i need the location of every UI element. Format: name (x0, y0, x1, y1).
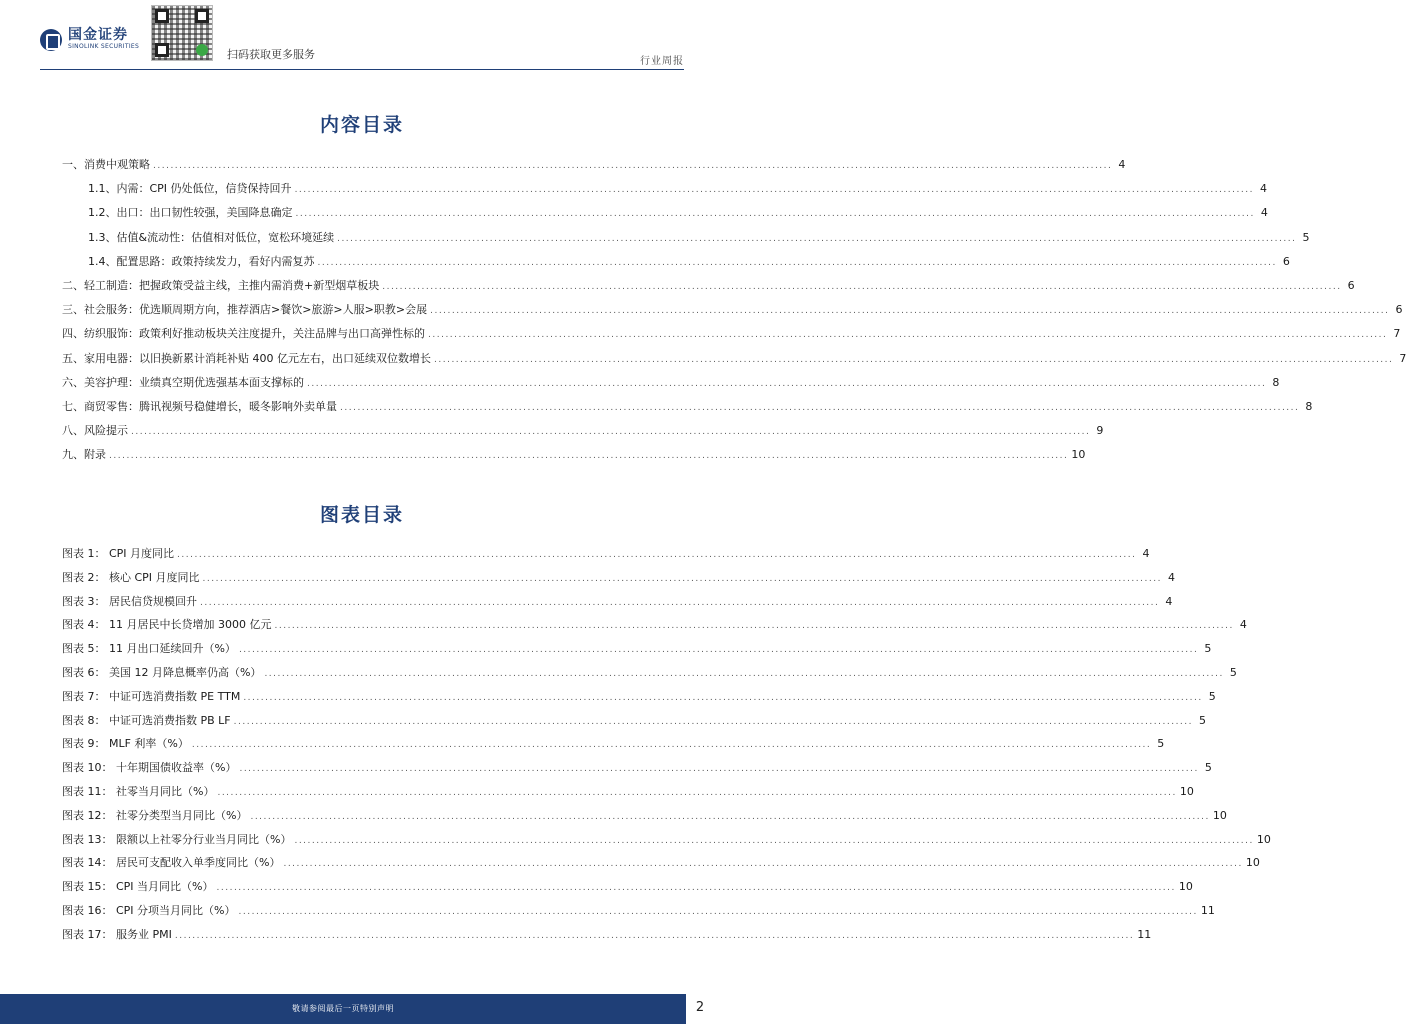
toc-entry-title: 图表 4： 11 月居民中长贷增加 3000 亿元 (62, 618, 272, 632)
toc-entry-page: 9 (1096, 424, 1104, 438)
contents-title: 内容目录 (319, 114, 404, 136)
toc-entry-title: 图表 16： CPI 分项当月同比（%） (62, 904, 236, 917)
toc-entry-page: 5 (1199, 713, 1207, 727)
toc-entry[interactable] (62, 664, 1237, 680)
toc-dot-leader: ............................................................................................................................................................................................................................ (238, 907, 1198, 917)
toc-dot-leader: ............................................................................................................................................................................................................................ (238, 645, 1199, 656)
toc-entry[interactable] (62, 831, 1271, 847)
toc-entry-page: 4 (1260, 206, 1268, 220)
toc-entry[interactable] (62, 616, 1247, 632)
toc-entry-title: 六、美容护理：业绩真空期优选强基本面支撑标的 (62, 375, 304, 389)
toc-entry[interactable] (62, 783, 1194, 799)
toc-entry[interactable] (62, 545, 1150, 561)
toc-entry-title: 图表 15： CPI 当月同比（%） (62, 880, 214, 894)
logo-mark-icon (40, 29, 62, 51)
toc-dot-leader: ............................................................................................................................................................................................................................ (191, 740, 1152, 751)
toc-entry-page: 4 (1167, 570, 1175, 584)
toc-entry[interactable] (62, 807, 1227, 823)
toc-entry-title: 图表 6： 美国 12 月降息概率仍高（%） (62, 666, 262, 679)
toc-entry-page: 11 (1200, 904, 1215, 917)
toc-entry-title: 图表 10： 十年期国债收益率（%） (62, 761, 237, 775)
toc-entry[interactable] (62, 593, 1173, 609)
toc-entry-title: 图表 14： 居民可支配收入单季度同比（%） (62, 856, 281, 870)
toc-dot-leader: ............................................................................................................................................................................................................................ (317, 257, 1277, 268)
toc-entry-title: 图表 7： 中证可选消费指数 PE TTM (62, 689, 241, 703)
toc-dot-leader: ............................................................................................................................................................................................................................ (200, 597, 1160, 608)
toc-dot-leader: ............................................................................................................................................................................................................................ (239, 764, 1199, 775)
toc-entry[interactable] (62, 325, 1401, 341)
toc-entry-page: 10 (1245, 856, 1260, 870)
page-number: 2 (695, 1000, 705, 1015)
toc-entry[interactable] (62, 398, 1313, 414)
toc-entry[interactable] (62, 759, 1212, 775)
toc-dot-leader: ............................................................................................................................................................................................................................ (177, 550, 1137, 560)
toc-entry-page: 8 (1305, 400, 1313, 413)
toc-entry-page: 4 (1142, 547, 1150, 560)
footer-disclaimer: 敬请参阅最后一页特别声明 (292, 1004, 394, 1013)
toc-entry-title: 图表 2： 核心 CPI 月度同比 (62, 570, 200, 584)
toc-entry-page: 5 (1229, 666, 1237, 679)
toc-dot-leader: ............................................................................................................................................................................................................................ (428, 330, 1388, 341)
toc-entry-page: 6 (1395, 303, 1403, 317)
toc-dot-leader: ............................................................................................................................................................................................................................ (382, 282, 1342, 292)
toc-dot-leader: ............................................................................................................................................................................................................................ (283, 859, 1243, 870)
header-divider (40, 69, 684, 70)
toc-dot-leader: ............................................................................................................................................................................................................................ (337, 233, 1297, 244)
toc-entry[interactable] (88, 229, 1310, 245)
toc-entry-title: 图表 11： 社零当月同比（%） (62, 785, 215, 798)
toc-entry[interactable] (88, 204, 1268, 220)
toc-entry-page: 4 (1165, 594, 1173, 608)
logo-chinese-name: 国金证券 (68, 27, 128, 43)
toc-entry-page: 6 (1282, 254, 1290, 268)
toc-dot-leader: ............................................................................................................................................................................................................................ (434, 354, 1394, 365)
toc-dot-leader: ............................................................................................................................................................................................................................ (340, 403, 1300, 413)
report-type-label: 行业周报 (640, 56, 684, 67)
toc-entry[interactable] (88, 253, 1290, 269)
toc-entry-title: 图表 8： 中证可选消费指数 PB LF (62, 713, 231, 727)
toc-dot-leader: ............................................................................................................................................................................................................................ (153, 161, 1113, 171)
logo-english-name: SINOLINK SECURITIES (68, 43, 140, 50)
toc-entry-page: 10 (1256, 832, 1271, 846)
toc-entry[interactable] (62, 446, 1086, 462)
toc-entry[interactable] (62, 277, 1355, 293)
toc-dot-leader: ............................................................................................................................................................................................................................ (294, 835, 1254, 846)
toc-entry-title: 二、轻工制造：把握政策受益主线，主推内需消费+新型烟草板块 (62, 279, 380, 292)
toc-entry-title: 图表 3： 居民信贷规模回升 (62, 594, 197, 608)
toc-dot-leader: ............................................................................................................................................................................................................................ (216, 883, 1176, 894)
toc-dot-leader: ............................................................................................................................................................................................................................ (430, 306, 1390, 317)
toc-entry-page: 7 (1399, 351, 1406, 365)
toc-entry-page: 6 (1347, 279, 1355, 292)
toc-entry-title: 图表 17： 服务业 PMI (62, 927, 172, 941)
toc-dot-leader: ............................................................................................................................................................................................................................ (131, 427, 1091, 438)
company-logo (40, 28, 139, 51)
toc-entry-title: 图表 5： 11 月出口延续回升（%） (62, 642, 236, 656)
toc-entry[interactable] (62, 156, 1126, 172)
toc-entry-title: 1.1、内需：CPI 仍处低位，信贷保持回升 (88, 182, 292, 196)
toc-entry-page: 5 (1204, 642, 1212, 656)
toc-entry-title: 1.2、出口：出口韧性较强，美国降息确定 (88, 206, 293, 220)
toc-entry-page: 8 (1272, 375, 1280, 389)
toc-entry-page: 10 (1212, 808, 1227, 822)
toc-entry-page: 5 (1208, 689, 1216, 703)
toc-entry[interactable] (62, 640, 1212, 656)
toc-entry-page: 4 (1118, 158, 1126, 171)
toc-entry-title: 三、社会服务：优选顺周期方向，推荐酒店>餐饮>旅游>人服>职教>会展 (62, 303, 428, 317)
toc-entry-page: 10 (1071, 448, 1086, 462)
toc-entry[interactable] (62, 712, 1207, 728)
toc-dot-leader: ............................................................................................................................................................................................................................ (294, 185, 1254, 196)
toc-entry-page: 5 (1157, 737, 1165, 751)
toc-entry[interactable] (62, 350, 1406, 366)
toc-entry-title: 七、商贸零售：腾讯视频号稳健增长，暖冬影响外卖单量 (62, 400, 337, 413)
toc-dot-leader: ............................................................................................................................................................................................................................ (174, 930, 1135, 941)
toc-entry[interactable] (62, 688, 1216, 704)
toc-entry-title: 1.3、估值&流动性：估值相对低位，宽松环境延续 (88, 230, 335, 244)
toc-entry[interactable] (62, 569, 1175, 585)
toc-entry[interactable] (62, 374, 1280, 390)
toc-entry-page: 5 (1204, 761, 1212, 775)
toc-entry-title: 图表 9： MLF 利率（%） (62, 737, 189, 751)
toc-entry-page: 10 (1179, 785, 1194, 798)
toc-dot-leader: ............................................................................................................................................................................................................................ (217, 788, 1177, 798)
qr-code-icon (151, 5, 213, 61)
toc-entry-title: 五、家用电器：以旧换新累计消耗补贴 400 亿元左右，出口延续双位数增长 (62, 351, 431, 365)
toc-entry-page: 10 (1178, 880, 1193, 894)
toc-entry-page: 4 (1259, 182, 1267, 196)
page-header (0, 0, 724, 70)
toc-dot-leader: ............................................................................................................................................................................................................................ (233, 716, 1194, 727)
wechat-badge-icon (196, 44, 208, 56)
toc-dot-leader: ............................................................................................................................................................................................................................ (202, 573, 1162, 584)
toc-entry-title: 四、纺织服饰：政策利好推动板块关注度提升，关注品牌与出口高弹性标的 (62, 327, 425, 341)
toc-entry[interactable] (62, 422, 1104, 438)
toc-dot-leader: ............................................................................................................................................................................................................................ (264, 669, 1224, 679)
toc-dot-leader: ............................................................................................................................................................................................................................ (243, 692, 1203, 703)
toc-entry[interactable] (62, 902, 1215, 918)
toc-entry[interactable] (62, 735, 1165, 751)
toc-dot-leader: ............................................................................................................................................................................................................................ (274, 621, 1234, 632)
toc-dot-leader: ............................................................................................................................................................................................................................ (250, 811, 1210, 822)
toc-dot-leader: ............................................................................................................................................................................................................................ (109, 451, 1069, 462)
toc-dot-leader: ............................................................................................................................................................................................................................ (295, 209, 1255, 220)
toc-entry-title: 1.4、配置思路：政策持续发力，看好内需复苏 (88, 254, 315, 268)
toc-entry[interactable] (88, 180, 1267, 196)
toc-entry[interactable] (62, 301, 1403, 317)
toc-entry-title: 图表 12： 社零分类型当月同比（%） (62, 808, 248, 822)
toc-entry-page: 11 (1137, 927, 1152, 941)
scan-qr-caption: 扫码获取更多服务 (227, 48, 315, 61)
toc-entry-page: 7 (1393, 327, 1401, 341)
toc-entry-title: 八、风险提示 (62, 424, 128, 438)
toc-entry-title: 图表 13： 限额以上社零分行业当月同比（%） (62, 832, 292, 846)
figures-title: 图表目录 (319, 504, 404, 526)
toc-entry-title: 一、消费中观策略 (62, 158, 150, 171)
toc-entry[interactable] (62, 878, 1193, 894)
toc-entry-title: 九、附录 (62, 448, 106, 462)
toc-entry[interactable] (62, 854, 1260, 870)
toc-entry-page: 5 (1302, 230, 1310, 244)
toc-dot-leader: ............................................................................................................................................................................................................................ (307, 378, 1267, 389)
toc-entry-page: 4 (1239, 618, 1247, 632)
toc-entry[interactable] (62, 926, 1152, 942)
toc-entry-title: 图表 1： CPI 月度同比 (62, 547, 175, 560)
